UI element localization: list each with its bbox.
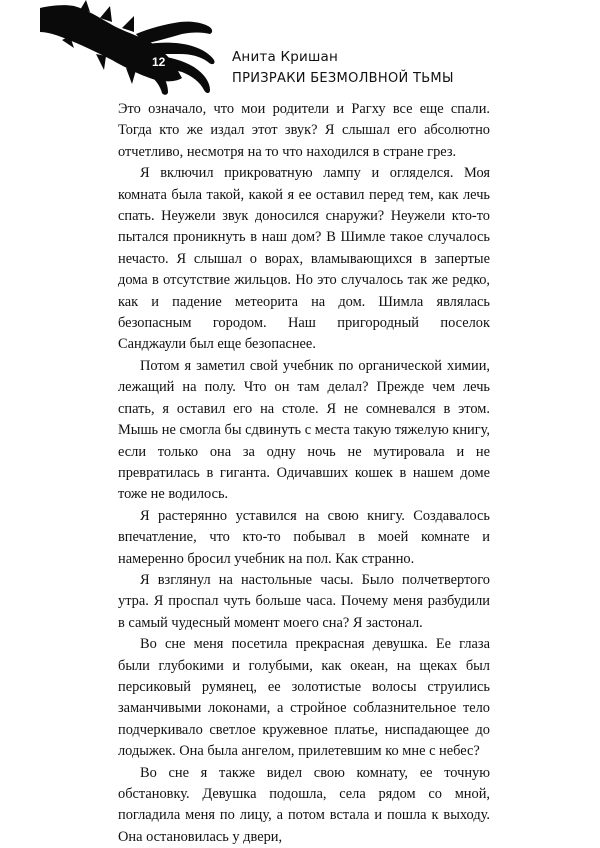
author-name: Анита Кришан <box>232 49 339 65</box>
running-header <box>232 48 454 88</box>
body-text <box>118 99 490 848</box>
paragraph: Во сне меня посетила прекрасная девушка. Ее глаза были глубокими и голубыми, как океан, на щеках был персиковый румянец, ее золотистые волосы струились заманчивыми локонами, а стройное соблазнительное тело подчеркивало светлое кружевное платье, ниспадающее до лодыжек. Она была ангелом, прилетевшим ко мне с небес? <box>118 636 490 760</box>
paragraph: Во сне я также видел свою комнату, ее точную обстановку. Девушка подошла, села рядом со мной, погладила меня по лицу, а потом встала и пошла к выходу. Она остановилась у двери, <box>118 764 490 845</box>
paragraph: Я включил прикроватную лампу и огляделся. Моя комната была такой, какой я ее оставил перед тем, как лечь спать. Неужели звук доносился снаружи? Неужели кто-то пытался проникнуть в наш дом? В Шимле такое случалось нечасто. Я слышал о ворах, вламывающихся в запертые дома в отсутствие жильцов. Но это случалось так же редко, как и падение метеорита на дом. Шимла являлась безопасным городом. Наш пригородный поселок Санджаули был еще безопаснее. <box>118 165 490 353</box>
paragraph: Это означало, что мои родители и Рагху все еще спали. Тогда кто же издал этот звук? Я слышал его абсолютно отчетливо, несмотря на то что находился в стране грез. <box>118 101 490 160</box>
page-number: 12 <box>152 55 166 69</box>
paragraph: Я взглянул на настольные часы. Было полчетвертого утра. Я проспал чуть больше часа. Почему меня разбудили в самый чудесный момент моего сна? Я застонал. <box>118 571 490 631</box>
book-title: ПРИЗРАКИ БЕЗМОЛВНОЙ ТЬМЫ <box>232 71 454 86</box>
paragraph: Я растерянно уставился на свою книгу. Создавалось впечатление, что кто-то побывал в моей комнате и намеренно бросил учебник на пол. Как странно. <box>118 507 490 567</box>
paragraph: Потом я заметил свой учебник по органической химии, лежащий на полу. Что он там делал? Прежде чем лечь спать, я оставил его на столе. Я не сомневался в этом. Мышь не смогла бы сдвинуть с места такую тяжелую книгу, если только она за одну ночь не мутировала и не превратилась в гиганта. Одичавших кошек в нашем доме тоже не водилось. <box>118 357 490 503</box>
skeletal-hand-icon <box>40 0 220 96</box>
